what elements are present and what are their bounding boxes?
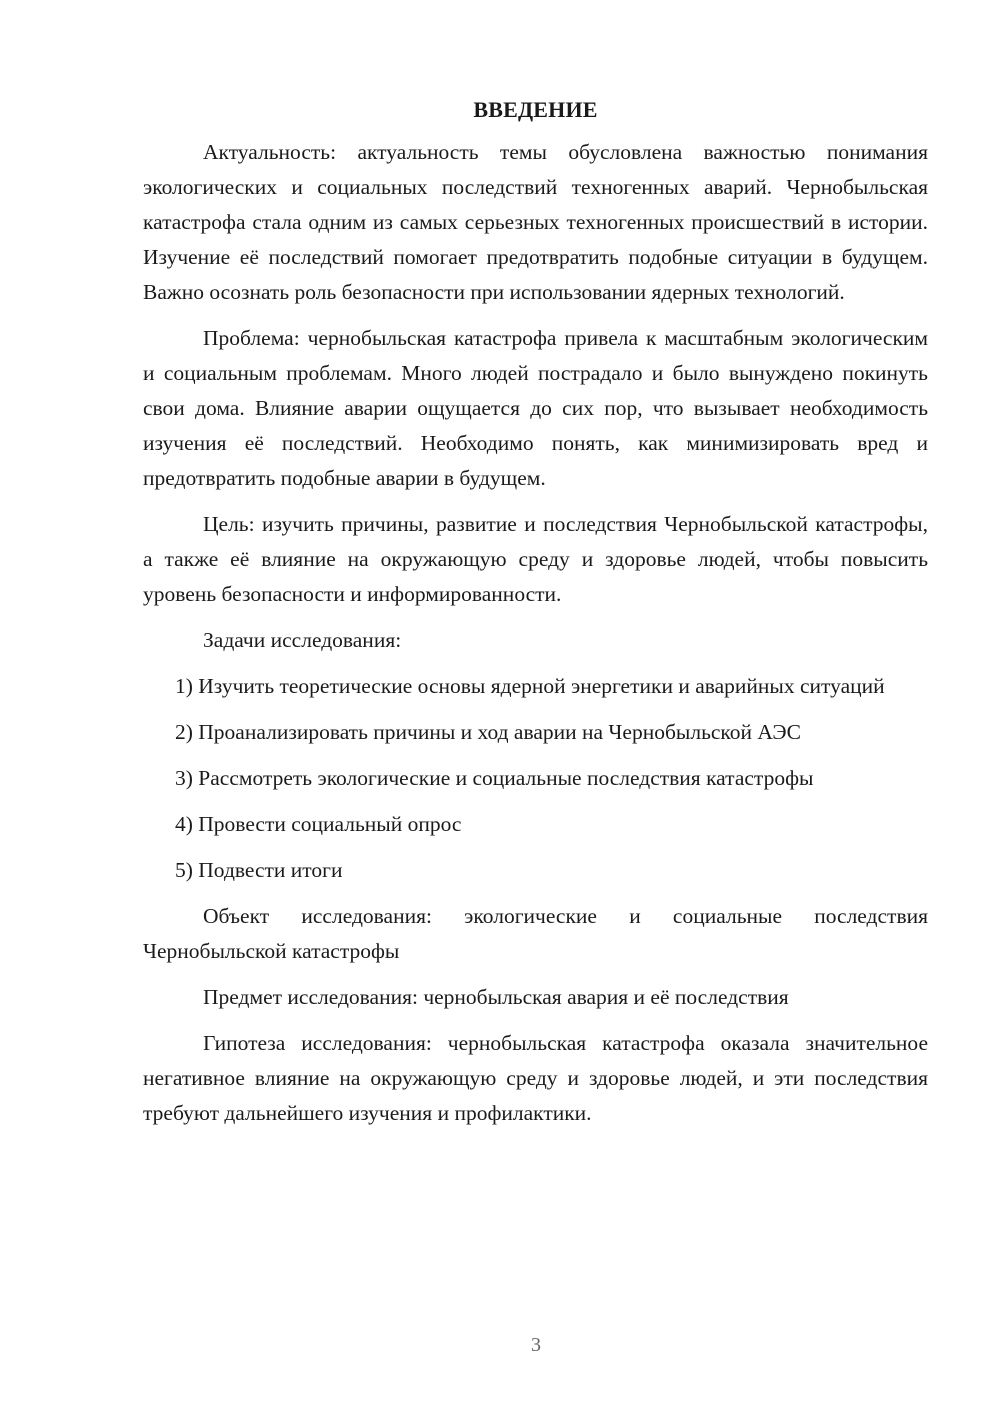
page-title: ВВЕДЕНИЕ	[473, 97, 598, 122]
task-item-3: 3) Рассмотреть экологические и социальные последствия катастрофы	[175, 766, 814, 790]
problem-paragraph: Проблема: чернобыльская катастрофа привела к масштабным экологическим и социальным проблемам. Много людей пострадало и было вынуждено покинуть свои дома. Влияние аварии ощущается до сих пор, что вызывает необходимость изучения её последствий. Необходимо понять, как минимизировать вред и предотвратить подобные аварии в будущем.	[143, 326, 928, 490]
page-number: 3	[531, 1334, 541, 1356]
document-page	[143, 92, 928, 1131]
task-item-1: 1) Изучить теоретические основы ядерной энергетики и аварийных ситуаций	[175, 674, 885, 698]
object-paragraph: Объект исследования: экологические и социальные последствия Чернобыльской катастрофы	[143, 904, 928, 963]
hypothesis-paragraph: Гипотеза исследования: чернобыльская катастрофа оказала значительное негативное влияние на окружающую среду и здоровье людей, и эти последствия требуют дальнейшего изучения и профилактики.	[143, 1031, 928, 1125]
subject-paragraph: Предмет исследования: чернобыльская авария и её последствия	[203, 985, 789, 1009]
goal-paragraph: Цель: изучить причины, развитие и последствия Чернобыльской катастрофы, а также её влияние на окружающую среду и здоровье людей, чтобы повысить уровень безопасности и информированности.	[143, 512, 928, 606]
task-item-2: 2) Проанализировать причины и ход аварии на Чернобыльской АЭС	[175, 720, 801, 744]
task-item-5: 5) Подвести итоги	[175, 858, 343, 882]
tasks-heading: Задачи исследования:	[203, 628, 402, 652]
relevance-paragraph: Актуальность: актуальность темы обусловлена важностью понимания экологических и социальных последствий техногенных аварий. Чернобыльская катастрофа стала одним из самых серьезных техногенных происшествий в истории. Изучение её последствий помогает предотвратить подобные ситуации в будущем. Важно осознать роль безопасности при использовании ядерных технологий.	[143, 140, 928, 304]
task-item-4: 4) Провести социальный опрос	[175, 812, 462, 836]
